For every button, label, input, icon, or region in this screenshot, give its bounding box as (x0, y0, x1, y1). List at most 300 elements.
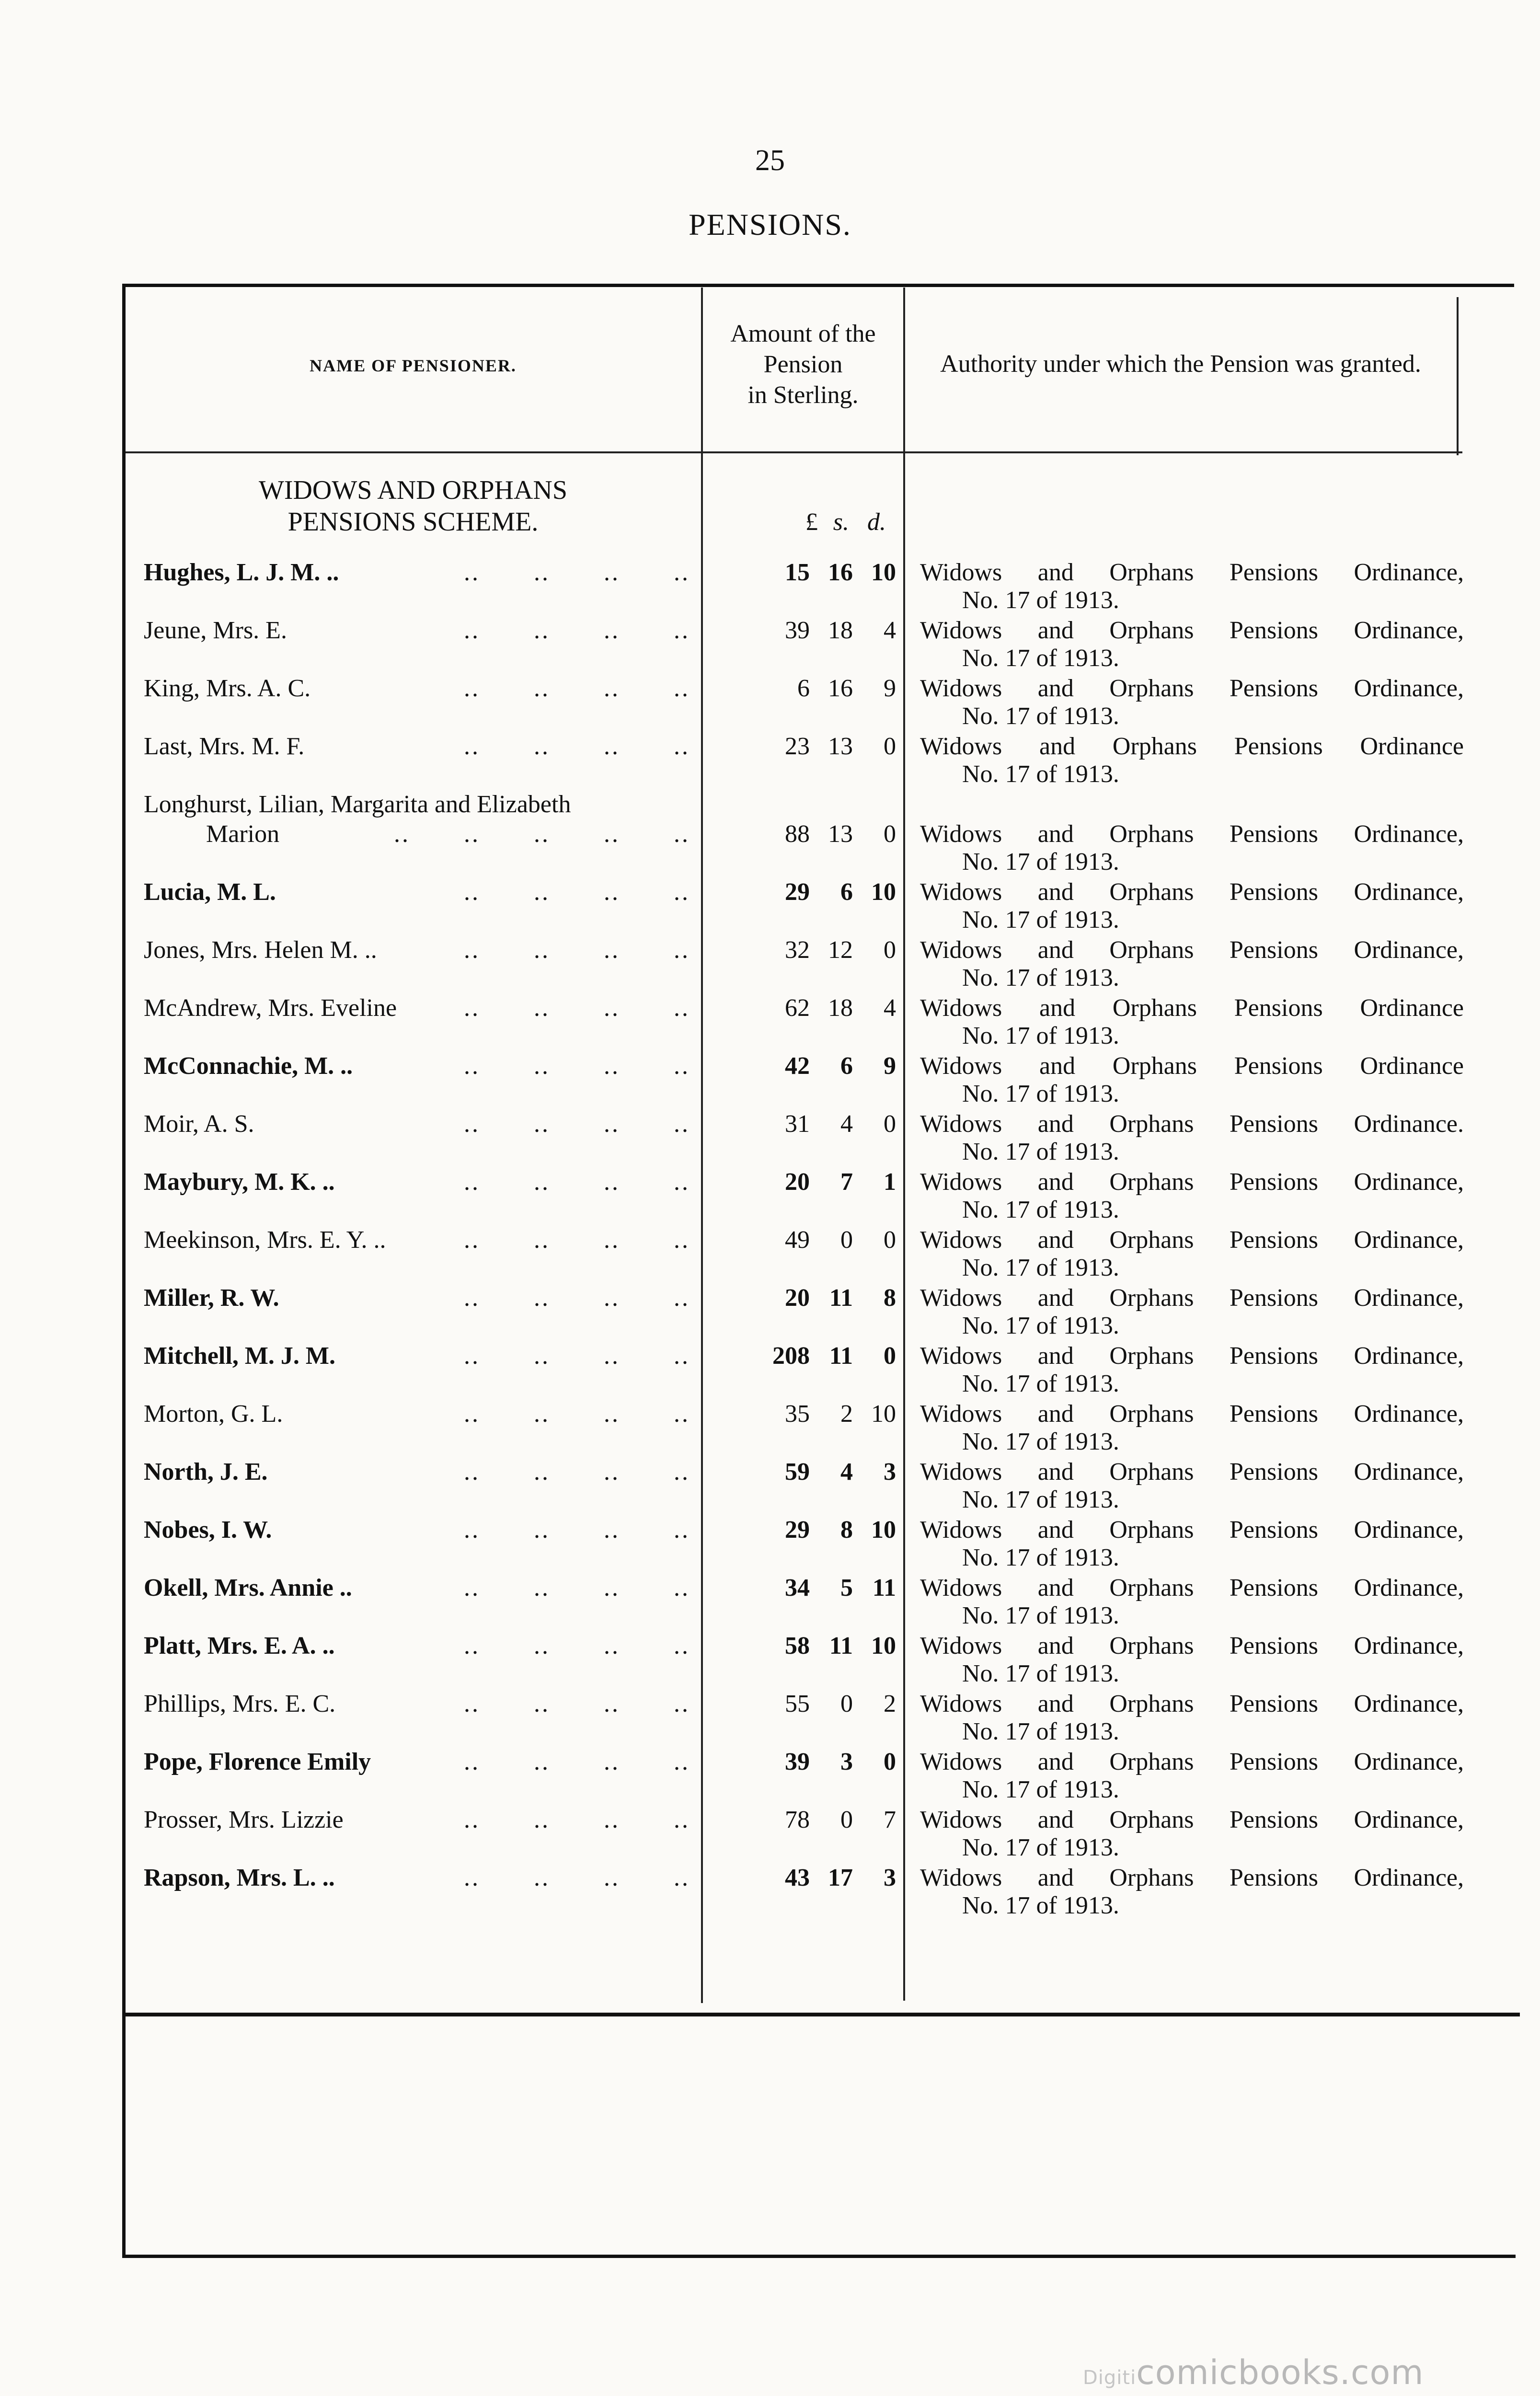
authority-reference: No. 17 of 1913. (962, 1254, 1119, 1281)
authority-word: Widows (920, 617, 1002, 644)
authority-text (920, 1400, 1464, 1428)
authority-text (920, 1168, 1464, 1196)
amount-pence: 2 (884, 1690, 896, 1717)
leader-dots: .. .. .. .. (464, 675, 690, 702)
header-divider (126, 451, 1462, 453)
pensioner-name: Moir, A. S. (144, 1110, 254, 1138)
authority-word: Orphans (1109, 936, 1194, 964)
amount-pence: 4 (884, 994, 896, 1022)
authority-word: Orphans (1109, 1284, 1194, 1312)
authority-word: Widows (920, 820, 1002, 848)
leader-dots: .. .. .. .. (464, 1400, 690, 1428)
authority-reference: No. 17 of 1913. (962, 1312, 1119, 1339)
leader-dots: .. .. .. .. (464, 1342, 690, 1370)
authority-word: Widows (920, 994, 1002, 1022)
amount-pence: 8 (884, 1284, 896, 1312)
amount-pence: 10 (871, 878, 896, 906)
authority-word: Ordinance, (1354, 559, 1464, 586)
authority-word: Pensions (1230, 1574, 1318, 1601)
amount-pounds: 29 (785, 878, 810, 906)
authority-text (920, 616, 1464, 645)
authority-word: Orphans (1109, 1110, 1194, 1138)
table-row (0, 878, 1540, 935)
amount-shillings: 0 (840, 1226, 853, 1254)
authority-word: Ordinance. (1354, 1110, 1464, 1138)
amount-pence: 0 (884, 1110, 896, 1138)
amount-pence: 3 (884, 1458, 896, 1486)
authority-word: Orphans (1109, 675, 1194, 702)
authority-word: Pensions (1230, 936, 1318, 964)
authority-word: Ordinance, (1354, 1516, 1464, 1544)
authority-word: Widows (920, 1516, 1002, 1544)
pensioner-name: Prosser, Mrs. Lizzie (144, 1806, 344, 1833)
amount-shillings: 16 (828, 559, 853, 586)
table-top-rule (122, 284, 1514, 287)
authority-word: and (1037, 878, 1074, 906)
authority-word: Widows (920, 1574, 1002, 1601)
authority-word: Orphans (1109, 1516, 1194, 1544)
column-header-name: NAME OF PENSIONER. (310, 356, 517, 375)
authority-word: Pensions (1230, 1458, 1318, 1486)
amount-shillings: 18 (828, 994, 853, 1022)
authority-text (920, 1052, 1464, 1080)
authority-text (920, 878, 1464, 906)
column-header-amount (703, 319, 903, 411)
authority-text (920, 1110, 1464, 1138)
authority-reference: No. 17 of 1913. (962, 1080, 1119, 1107)
authority-word: Ordinance, (1354, 617, 1464, 644)
amount-pence: 9 (884, 1052, 896, 1080)
table-row (0, 558, 1540, 616)
authority-word: and (1039, 994, 1076, 1022)
table-row (0, 1400, 1540, 1457)
amount-pence: 0 (884, 733, 896, 760)
authority-word: Ordinance, (1354, 878, 1464, 906)
amount-pounds: 35 (785, 1400, 810, 1428)
table-row (0, 1168, 1540, 1225)
amount-pounds: 55 (785, 1690, 810, 1717)
authority-reference: No. 17 of 1913. (962, 760, 1119, 788)
amount-pounds: 34 (785, 1574, 810, 1601)
authority-word: Orphans (1109, 1632, 1194, 1659)
authority-word: and (1037, 1342, 1074, 1370)
authority-word: Orphans (1112, 994, 1197, 1022)
amount-pence: 0 (884, 1748, 896, 1775)
amount-header-line: Amount of the (730, 320, 876, 347)
column-header-authority: Authority under which the Pension was granted. (940, 350, 1421, 378)
amount-pence: 9 (884, 675, 896, 702)
authority-word: Orphans (1109, 617, 1194, 644)
authority-word: Pensions (1234, 733, 1323, 760)
authority-word: and (1037, 1864, 1074, 1891)
amount-shillings: 8 (840, 1516, 853, 1544)
amount-pence: 10 (871, 1400, 896, 1428)
leader-dots: .. .. .. .. (464, 1806, 690, 1833)
authority-reference: No. 17 of 1913. (962, 964, 1119, 991)
authority-word: Pensions (1230, 1110, 1318, 1138)
authority-word: Pensions (1230, 878, 1318, 906)
table-row (0, 1226, 1540, 1283)
authority-word: Widows (920, 559, 1002, 586)
authority-reference: No. 17 of 1913. (962, 1486, 1119, 1513)
amount-shillings: 2 (840, 1400, 853, 1428)
amount-pence: 0 (884, 1342, 896, 1370)
authority-word: Pensions (1230, 1168, 1318, 1196)
pensioner-name: Mitchell, M. J. M. (144, 1342, 335, 1370)
table-row (0, 616, 1540, 674)
page-number: 25 (755, 144, 785, 177)
pensioner-name: Platt, Mrs. E. A. .. (144, 1632, 335, 1659)
amount-pounds: 208 (772, 1342, 810, 1370)
authority-word: and (1037, 1110, 1074, 1138)
authority-word: and (1037, 1168, 1074, 1196)
amount-pence: 11 (872, 1574, 896, 1601)
amount-pence: 0 (884, 820, 896, 848)
leader-dots: .. .. .. .. (464, 1574, 690, 1601)
authority-reference: No. 17 of 1913. (962, 1602, 1119, 1629)
authority-reference: No. 17 of 1913. (962, 848, 1119, 875)
amount-shillings: 4 (840, 1458, 853, 1486)
authority-word: Widows (920, 1342, 1002, 1370)
authority-word: Orphans (1109, 1458, 1194, 1486)
section-title (126, 474, 701, 538)
table-row (0, 1284, 1540, 1341)
authority-reference: No. 17 of 1913. (962, 1718, 1119, 1745)
authority-text (920, 1632, 1464, 1660)
authority-word: and (1037, 559, 1074, 586)
amount-shillings: 11 (829, 1342, 853, 1370)
authority-word: and (1037, 1226, 1074, 1254)
authority-word: Ordinance, (1354, 1226, 1464, 1254)
authority-word: Orphans (1112, 733, 1197, 760)
table-row (0, 1748, 1540, 1805)
authority-word: Ordinance, (1354, 1690, 1464, 1717)
authority-word: Widows (920, 878, 1002, 906)
authority-text (920, 1748, 1464, 1776)
authority-word: Ordinance, (1354, 1748, 1464, 1775)
authority-text (920, 1864, 1464, 1892)
authority-word: Ordinance, (1354, 1284, 1464, 1312)
authority-reference: No. 17 of 1913. (962, 1370, 1119, 1397)
authority-word: Widows (920, 1458, 1002, 1486)
authority-word: Pensions (1230, 1342, 1318, 1370)
authority-word: Pensions (1234, 994, 1323, 1022)
amount-pounds: 39 (785, 1748, 810, 1775)
page-title: PENSIONS. (689, 207, 851, 242)
amount-shillings: 16 (828, 675, 853, 702)
authority-reference: No. 17 of 1913. (962, 645, 1119, 672)
leader-dots: .. .. .. .. (464, 617, 690, 644)
pensioner-name-continued: Marion (206, 820, 280, 848)
section-title-line: PENSIONS SCHEME. (287, 507, 539, 537)
table-row (0, 1342, 1540, 1399)
amount-shillings: 3 (840, 1748, 853, 1775)
authority-word: and (1037, 617, 1074, 644)
pence-symbol: d. (867, 508, 886, 536)
leader-dots: .. .. .. .. (464, 1284, 690, 1312)
leader-dots: .. .. .. .. (464, 559, 690, 586)
authority-reference: No. 17 of 1913. (962, 1196, 1119, 1223)
authority-word: and (1037, 1284, 1074, 1312)
amount-pence: 10 (871, 559, 896, 586)
authority-word: Pensions (1230, 617, 1318, 644)
pensioner-name: Rapson, Mrs. L. .. (144, 1864, 335, 1891)
authority-word: Orphans (1109, 1806, 1194, 1833)
table-row (0, 994, 1540, 1051)
table-row (0, 1516, 1540, 1573)
authority-word: and (1037, 1632, 1074, 1659)
amount-shillings: 13 (828, 820, 853, 848)
authority-word: Widows (920, 733, 1002, 760)
authority-word: Pensions (1230, 675, 1318, 702)
amount-shillings: 0 (840, 1806, 853, 1833)
amount-shillings: 18 (828, 617, 853, 644)
authority-word: Ordinance (1360, 994, 1464, 1022)
leader-dots: .. .. .. .. (464, 994, 690, 1022)
authority-word: and (1037, 1458, 1074, 1486)
authority-word: and (1037, 675, 1074, 702)
amount-pence: 7 (884, 1806, 896, 1833)
authority-word: Ordinance, (1354, 936, 1464, 964)
section-title-line: WIDOWS AND ORPHANS (258, 475, 568, 505)
pensioner-name: McAndrew, Mrs. Eveline (144, 994, 397, 1022)
amount-pounds: 39 (785, 617, 810, 644)
amount-shillings: 17 (828, 1864, 853, 1891)
authority-word: Pensions (1230, 559, 1318, 586)
authority-text (920, 558, 1464, 587)
authority-word: Orphans (1109, 559, 1194, 586)
leader-dots: .. .. .. .. (464, 1632, 690, 1659)
leader-dots: .. .. .. .. .. (394, 820, 690, 848)
table-row (0, 1632, 1540, 1689)
authority-word: Pensions (1230, 820, 1318, 848)
amount-pence: 10 (871, 1632, 896, 1659)
amount-pence: 3 (884, 1864, 896, 1891)
authority-word: and (1039, 733, 1076, 760)
amount-shillings: 11 (829, 1284, 853, 1312)
authority-reference: No. 17 of 1913. (962, 1776, 1119, 1803)
pensioner-name: Last, Mrs. M. F. (144, 733, 305, 760)
authority-word: and (1037, 936, 1074, 964)
amount-shillings: 6 (840, 878, 853, 906)
leader-dots: .. .. .. .. (464, 1458, 690, 1486)
authority-word: Widows (920, 1864, 1002, 1891)
authority-word: and (1037, 1574, 1074, 1601)
authority-word: Orphans (1109, 820, 1194, 848)
authority-text (920, 1806, 1464, 1834)
pensioner-name: Phillips, Mrs. E. C. (144, 1690, 336, 1717)
authority-text (920, 1284, 1464, 1312)
authority-text (920, 1574, 1464, 1602)
amount-pounds: 23 (785, 733, 810, 760)
authority-word: Pensions (1230, 1864, 1318, 1891)
authority-word: Ordinance, (1354, 1168, 1464, 1196)
authority-reference: No. 17 of 1913. (962, 906, 1119, 933)
authority-text (920, 1516, 1464, 1544)
amount-pounds: 20 (785, 1168, 810, 1196)
authority-word: Widows (920, 1806, 1002, 1833)
authority-word: and (1037, 1690, 1074, 1717)
authority-word: and (1037, 1400, 1074, 1428)
authority-word: Ordinance (1360, 1052, 1464, 1080)
column-divider-authority (1457, 297, 1459, 455)
authority-word: and (1037, 1806, 1074, 1833)
authority-text (920, 1226, 1464, 1254)
amount-pounds: 20 (785, 1284, 810, 1312)
authority-word: Widows (920, 675, 1002, 702)
table-row (0, 732, 1540, 790)
amount-pounds: 32 (785, 936, 810, 964)
pensioner-name: North, J. E. (144, 1458, 268, 1486)
authority-word: and (1039, 1052, 1076, 1080)
authority-word: Orphans (1109, 1226, 1194, 1254)
authority-word: Pensions (1230, 1632, 1318, 1659)
authority-word: Orphans (1109, 1574, 1194, 1601)
authority-reference: No. 17 of 1913. (962, 1834, 1119, 1861)
authority-word: Ordinance, (1354, 1400, 1464, 1428)
amount-pence: 4 (884, 617, 896, 644)
amount-pence: 0 (884, 936, 896, 964)
pensioner-name: King, Mrs. A. C. (144, 675, 311, 702)
amount-shillings: 11 (829, 1632, 853, 1659)
amount-pounds: 43 (785, 1864, 810, 1891)
table-row (0, 1052, 1540, 1109)
table-row (0, 1864, 1540, 1921)
authority-word: Ordinance, (1354, 1458, 1464, 1486)
authority-word: Widows (920, 1052, 1002, 1080)
amount-shillings: 12 (828, 936, 853, 964)
pensioner-name: Meekinson, Mrs. E. Y. .. (144, 1226, 386, 1254)
authority-word: Ordinance, (1354, 1632, 1464, 1659)
table-row (0, 1458, 1540, 1515)
amount-pounds: 88 (785, 820, 810, 848)
pensioner-name: Jeune, Mrs. E. (144, 617, 287, 644)
authority-word: Orphans (1109, 1400, 1194, 1428)
table-row (0, 1110, 1540, 1167)
leader-dots: .. .. .. .. (464, 1110, 690, 1138)
authority-reference: No. 17 of 1913. (962, 1660, 1119, 1687)
authority-text (920, 1342, 1464, 1370)
pensioner-name: Lucia, M. L. (144, 878, 276, 906)
table-row (0, 936, 1540, 993)
pensioner-name: Nobes, I. W. (144, 1516, 272, 1544)
amount-shillings: 6 (840, 1052, 853, 1080)
authority-word: Ordinance, (1354, 1806, 1464, 1833)
amount-pounds: 62 (785, 994, 810, 1022)
watermark-text: comicbooks.com (1136, 2353, 1424, 2392)
authority-word: Pensions (1230, 1284, 1318, 1312)
amount-shillings: 13 (828, 733, 853, 760)
table-row (0, 790, 1540, 875)
authority-word: Pensions (1234, 1052, 1323, 1080)
amount-shillings: 0 (840, 1690, 853, 1717)
pensioner-name: Hughes, L. J. M. .. (144, 559, 339, 586)
amount-header-line: Pension (763, 351, 843, 378)
authority-word: Pensions (1230, 1516, 1318, 1544)
pounds-symbol: £ (805, 508, 818, 536)
amount-pounds: 49 (785, 1226, 810, 1254)
authority-word: Ordinance, (1354, 820, 1464, 848)
pensioner-name: Miller, R. W. (144, 1284, 279, 1312)
authority-text (920, 1690, 1464, 1718)
leader-dots: .. .. .. .. (464, 1864, 690, 1891)
authority-reference: No. 17 of 1913. (962, 1022, 1119, 1049)
leader-dots: .. .. .. .. (464, 936, 690, 964)
leader-dots: .. .. .. .. (464, 878, 690, 906)
leader-dots: .. .. .. .. (464, 1690, 690, 1717)
leader-dots: .. .. .. .. (464, 1748, 690, 1775)
authority-word: Pensions (1230, 1690, 1318, 1717)
authority-reference: No. 17 of 1913. (962, 703, 1119, 730)
authority-reference: No. 17 of 1913. (962, 1428, 1119, 1455)
authority-word: Widows (920, 1168, 1002, 1196)
authority-text (920, 994, 1464, 1022)
authority-word: and (1037, 820, 1074, 848)
authority-word: Ordinance, (1354, 675, 1464, 702)
authority-word: Widows (920, 1748, 1002, 1775)
authority-word: Widows (920, 936, 1002, 964)
authority-word: Orphans (1109, 878, 1194, 906)
amount-pounds: 58 (785, 1632, 810, 1659)
authority-word: Orphans (1109, 1864, 1194, 1891)
pensioner-name: Maybury, M. K. .. (144, 1168, 335, 1196)
authority-reference: No. 17 of 1913. (962, 1892, 1119, 1919)
leader-dots: .. .. .. .. (464, 1226, 690, 1254)
pensioner-name: Morton, G. L. (144, 1400, 283, 1428)
authority-word: Pensions (1230, 1226, 1318, 1254)
leader-dots: .. .. .. .. (464, 1168, 690, 1196)
authority-word: Orphans (1109, 1748, 1194, 1775)
amount-pounds: 59 (785, 1458, 810, 1486)
authority-word: Widows (920, 1690, 1002, 1717)
amount-pounds: 15 (785, 559, 810, 586)
table-row (0, 1806, 1540, 1863)
authority-word: and (1037, 1748, 1074, 1775)
table-bottom-rule (126, 2013, 1520, 2016)
authority-word: Pensions (1230, 1806, 1318, 1833)
authority-reference: No. 17 of 1913. (962, 1138, 1119, 1165)
pensioner-name: Longhurst, Lilian, Margarita and Elizabeth (144, 791, 571, 818)
authority-text (920, 936, 1464, 964)
shillings-symbol: s. (833, 508, 849, 536)
amount-pence: 10 (871, 1516, 896, 1544)
authority-word: Widows (920, 1110, 1002, 1138)
authority-reference: No. 17 of 1913. (962, 1544, 1119, 1571)
authority-word: and (1037, 1516, 1074, 1544)
pensioner-name: Pope, Florence Emily (144, 1748, 371, 1775)
authority-word: Ordinance, (1354, 1574, 1464, 1601)
authority-text (920, 732, 1464, 760)
authority-word: Pensions (1230, 1748, 1318, 1775)
authority-word: Pensions (1230, 1400, 1318, 1428)
authority-word: Ordinance, (1354, 1342, 1464, 1370)
authority-text (920, 820, 1464, 848)
amount-shillings: 7 (840, 1168, 853, 1196)
authority-text (920, 674, 1464, 703)
leader-dots: .. .. .. .. (464, 1052, 690, 1080)
amount-pence: 1 (884, 1168, 896, 1196)
amount-pence: 0 (884, 1226, 896, 1254)
authority-reference: No. 17 of 1913. (962, 587, 1119, 614)
watermark-prefix: Digiti (1083, 2367, 1137, 2389)
leader-dots: .. .. .. .. (464, 733, 690, 760)
authority-word: Widows (920, 1284, 1002, 1312)
pensioner-name: McConnachie, M. .. (144, 1052, 353, 1080)
authority-word: Widows (920, 1400, 1002, 1428)
amount-header-line: in Sterling. (747, 381, 859, 409)
authority-word: Orphans (1109, 1168, 1194, 1196)
amount-pounds: 29 (785, 1516, 810, 1544)
